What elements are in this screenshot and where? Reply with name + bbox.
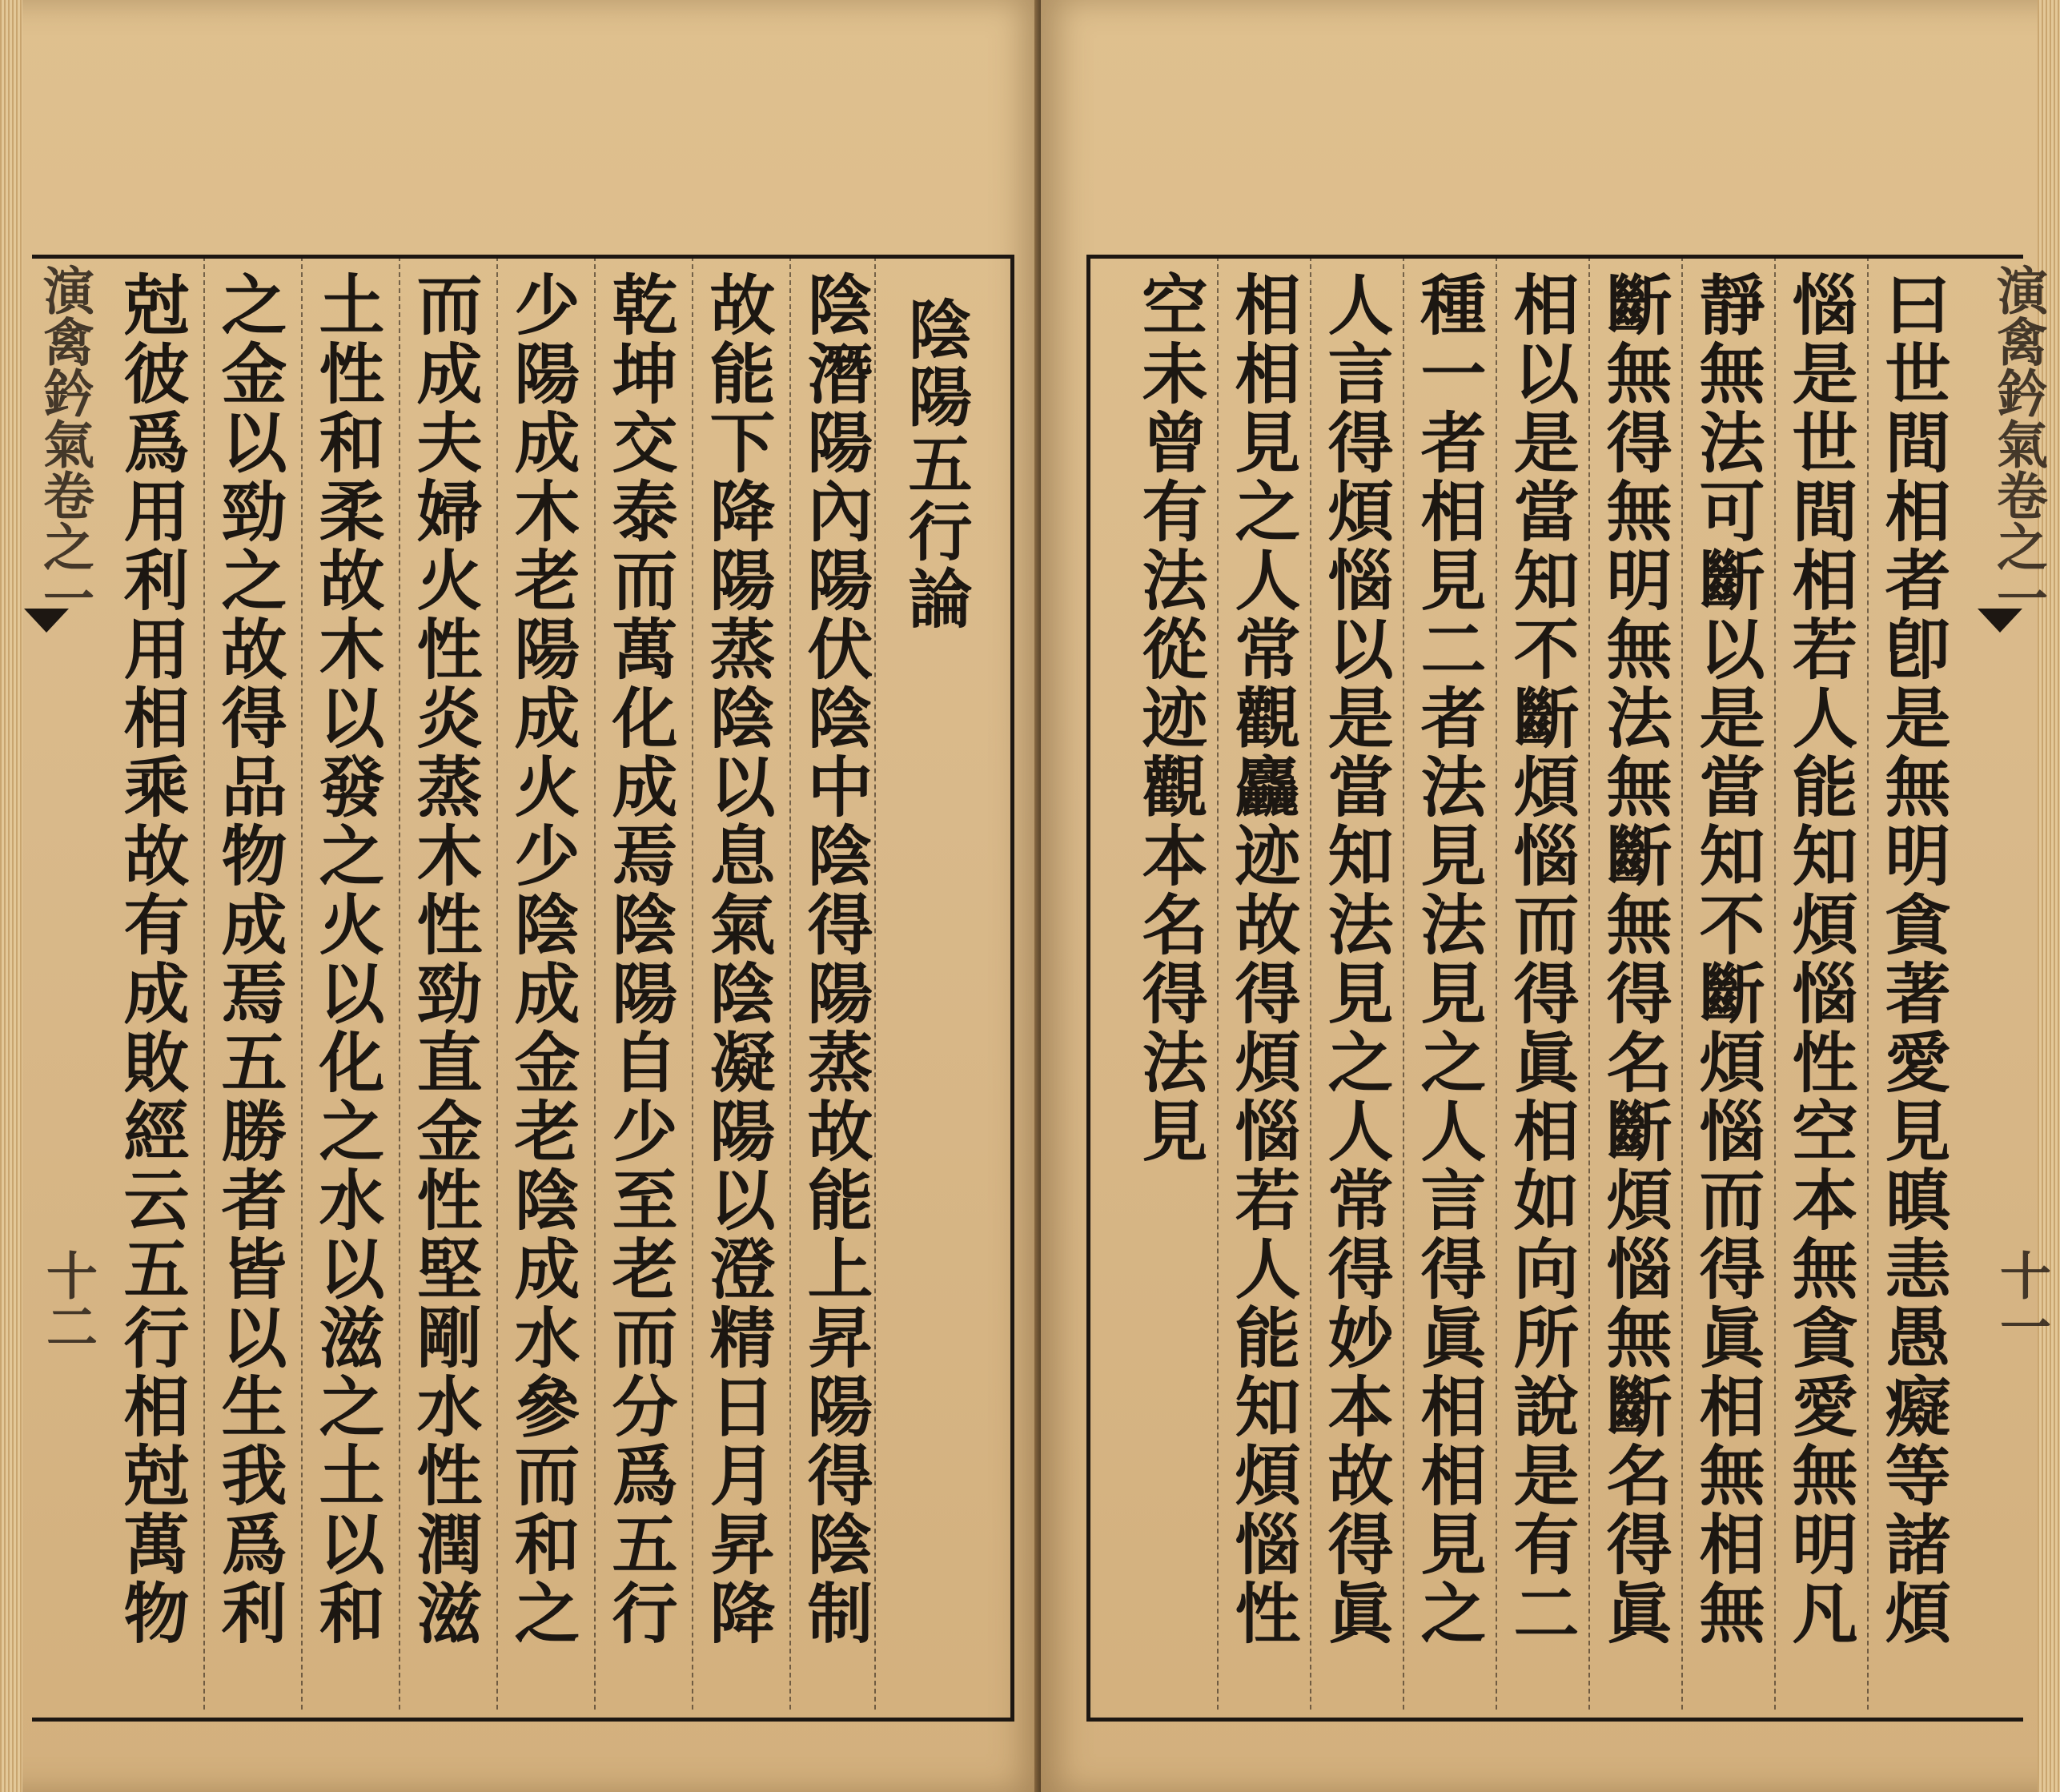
column-rule (1774, 256, 1776, 1710)
left-fishtail-mark (24, 609, 69, 633)
left-page-edge (0, 0, 22, 1792)
section-heading: 陰陽五行論 (897, 296, 973, 633)
column-rule (1310, 256, 1311, 1710)
right-text-column-5: 相以是當知不斷煩惱而得眞相如向所說是有二 (1503, 271, 1580, 1648)
column-rule (1403, 256, 1404, 1710)
column-rule (1681, 256, 1683, 1710)
left-text-column-6: 土性和柔故木以發之火以化之水以滋之土以和 (308, 271, 385, 1648)
left-text-column-3: 乾坤交泰而萬化成焉陰陽自少至老而分爲五行 (601, 271, 678, 1648)
column-rule (1217, 256, 1219, 1710)
left-text-column-8: 尅彼爲用利用相乘故有成敗經云五行相尅萬物 (113, 271, 190, 1648)
left-text-column-4: 少陽成木老陽成火少陰成金老陰成水參而和之 (504, 271, 580, 1648)
column-rule (692, 256, 693, 1710)
right-text-column-7: 人言得煩惱以是當知法見之人常得妙本故得眞 (1317, 271, 1394, 1648)
right-banxin-title: 演禽鈐氣卷之一 (1988, 264, 2048, 623)
right-page-number: 十一 (1991, 1249, 2051, 1352)
left-text-column-1: 陰潛陽內陽伏陰中陰得陽蒸故能上昇陽得陰制 (797, 271, 873, 1648)
column-rule (203, 256, 205, 1710)
right-text-column-1: 曰世間相者卽是無明貪著愛見瞋恚愚癡等諸煩 (1874, 271, 1951, 1648)
left-text-column-2: 故能下降陽蒸陰以息氣陰凝陽以澄精日月昇降 (699, 271, 776, 1648)
column-rule (1496, 256, 1497, 1710)
right-page (1041, 0, 2060, 1792)
column-rule (874, 256, 876, 1710)
right-fishtail-mark (1978, 609, 2022, 633)
right-text-column-3: 靜無法可斷以是當知不斷煩惱而得眞相無相無 (1689, 271, 1765, 1648)
right-text-column-8: 相相見之人常觀麤迹故得煩惱若人能知煩惱性 (1224, 271, 1301, 1648)
column-rule (399, 256, 400, 1710)
column-rule (594, 256, 596, 1710)
left-page-number: 十二 (38, 1249, 98, 1352)
column-rule (789, 256, 791, 1710)
column-rule (1588, 256, 1590, 1710)
left-text-column-5: 而成夫婦火性炎蒸木性勁直金性堅剛水性潤滋 (406, 271, 483, 1648)
right-text-column-2: 惱是世間相若人能知煩惱性空本無貪愛無明凡 (1781, 271, 1858, 1648)
right-text-column-9: 空未曾有法從迹觀本名得法見 (1131, 271, 1208, 1166)
left-text-column-7: 之金以勁之故得品物成焉五勝者皆以生我爲利 (211, 271, 287, 1648)
column-rule (301, 256, 303, 1710)
left-banxin-title: 演禽鈐氣卷之一 (34, 264, 94, 623)
column-rule (1867, 256, 1869, 1710)
column-rule (496, 256, 498, 1710)
right-text-column-4: 斷無得無明無法無斷無得名斷煩惱無斷名得眞 (1596, 271, 1672, 1648)
right-text-column-6: 種一者相見二者法見法見之人言得眞相相見之 (1410, 271, 1487, 1648)
